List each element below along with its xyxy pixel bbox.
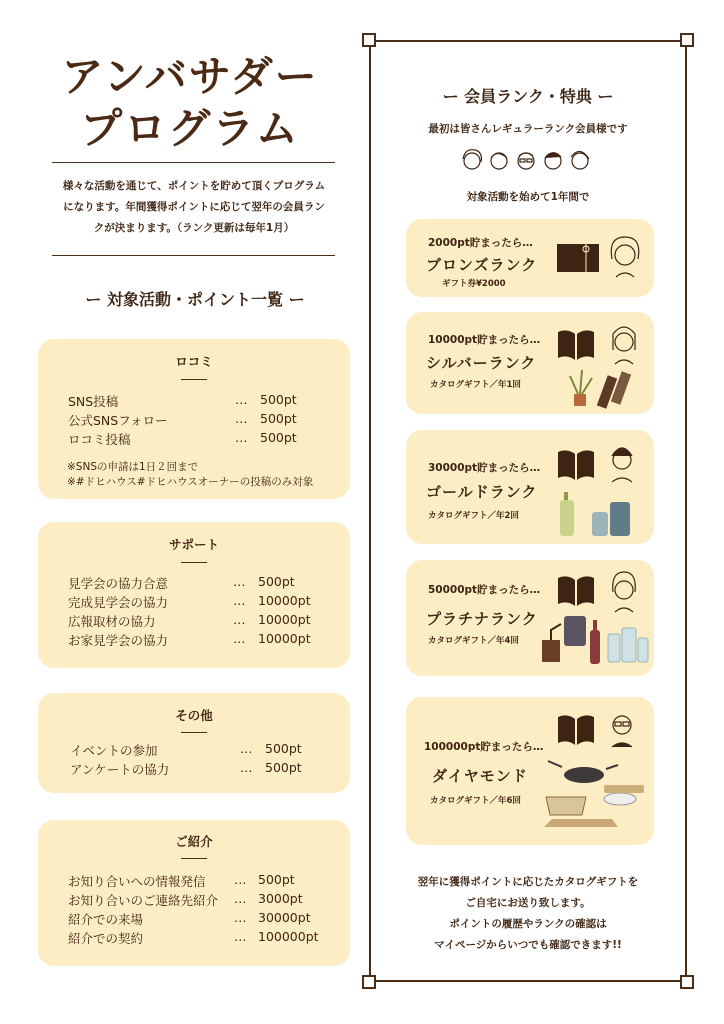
activity-points: 30000pt	[258, 910, 311, 925]
bottles-and-candles-illustration	[554, 486, 644, 540]
rank-name: シルバーランク	[426, 354, 537, 372]
woman-face-icon	[606, 568, 642, 614]
rank-condition: 2000pt貯まったら…	[428, 237, 533, 249]
activity-label: お知り合いのご連絡先紹介	[68, 893, 219, 908]
leader-dots: …	[234, 891, 247, 906]
rank-condition: 100000pt貯まったら…	[424, 741, 544, 753]
rank-gift: カタログギフト／年4回	[428, 636, 519, 646]
activity-row	[68, 593, 338, 612]
rank-gift: カタログギフト／年2回	[428, 511, 519, 521]
leader-dots: …	[235, 392, 248, 407]
activity-row	[70, 760, 340, 779]
activity-points: 500pt	[260, 411, 297, 426]
activity-label: お知り合いへの情報発信	[68, 874, 206, 889]
activity-label: 紹介での来場	[68, 912, 144, 927]
leader-dots: …	[234, 910, 247, 925]
ranks-period: 対象活動を始めて1年間で	[466, 191, 590, 203]
ranks-subheading: 最初は皆さんレギュラーランク会員様です	[428, 123, 628, 135]
activity-row	[68, 612, 338, 631]
activity-row	[68, 574, 338, 593]
footer-line: ご自宅にお送り致します。	[465, 897, 591, 909]
footer-line: マイページからいつでも確認できます!!	[434, 939, 622, 951]
card-title-rule	[181, 379, 207, 380]
book-icon	[556, 448, 596, 482]
card-title: ロコミ	[175, 354, 213, 369]
rank-card-bronze	[406, 219, 654, 297]
activity-points: 500pt	[258, 872, 295, 887]
frame-corner	[680, 33, 694, 47]
activity-label: 公式SNSフォロー	[68, 413, 168, 428]
ranks-heading: ー 会員ランク・特典 ー	[442, 87, 614, 106]
rank-gift: カタログギフト／年1回	[430, 380, 521, 390]
card-title-rule	[181, 562, 207, 563]
leader-dots: …	[240, 760, 253, 775]
card-support	[38, 522, 350, 668]
note-hashtag: ※#ドヒハウス#ドヒハウスオーナーの投稿のみ対象	[67, 476, 314, 488]
rank-name: ダイヤモンド	[432, 767, 528, 785]
activity-row	[68, 891, 348, 910]
rank-card-silver	[406, 312, 654, 414]
book-icon	[556, 328, 596, 362]
page-title-line2: プログラム	[80, 104, 300, 153]
activity-row	[70, 741, 340, 760]
rank-name: ゴールドランク	[426, 483, 538, 501]
activity-points: 500pt	[265, 760, 302, 775]
activity-points: 3000pt	[258, 891, 303, 906]
woman-face-icon	[606, 233, 644, 279]
card-title-rule	[181, 858, 207, 859]
card-title: ご紹介	[175, 834, 213, 849]
activity-points: 500pt	[260, 392, 297, 407]
rank-condition: 50000pt貯まったら…	[428, 584, 541, 596]
woman-face-icon	[606, 320, 642, 366]
book-icon	[556, 713, 596, 747]
activity-label: お家見学会の協力	[68, 633, 169, 648]
activity-points: 500pt	[260, 430, 297, 445]
frame-corner	[362, 975, 376, 989]
activity-points: 10000pt	[258, 612, 311, 627]
activity-row	[68, 872, 348, 891]
leader-dots: …	[234, 872, 247, 887]
rank-gift: ギフト券¥2000	[442, 279, 506, 289]
activity-label: 広報取材の協力	[68, 614, 156, 629]
intro-text	[46, 176, 342, 239]
activity-points: 10000pt	[258, 631, 311, 646]
card-title: サポート	[168, 537, 219, 552]
activity-points: 100000pt	[258, 929, 319, 944]
intro-line: クが決まります。（ランク更新は毎年1月）	[93, 222, 295, 234]
activity-row	[68, 430, 338, 449]
leader-dots: …	[234, 929, 247, 944]
card-referral	[38, 820, 350, 966]
rank-condition: 30000pt貯まったら…	[428, 462, 541, 474]
leader-dots: …	[233, 574, 246, 589]
activity-label: アンケートの協力	[70, 762, 170, 777]
card-kuchikomi	[38, 339, 350, 499]
activity-label: ロコミ投稿	[68, 432, 131, 447]
intro-line: になります。年間獲得ポイントに応じて翌年の会員ラン	[63, 201, 325, 213]
activity-label: イベントの参加	[70, 743, 158, 758]
book-icon	[556, 574, 596, 608]
gift-card-icon	[556, 243, 600, 273]
ranks-footer-text	[372, 872, 684, 956]
rank-card-gold	[406, 430, 654, 544]
card-title: その他	[175, 708, 213, 723]
leader-dots: …	[235, 430, 248, 445]
footer-line: ポイントの履歴やランクの確認は	[449, 918, 607, 930]
leader-dots: …	[240, 741, 253, 756]
activity-label: SNS投稿	[68, 394, 119, 409]
activity-label: 完成見学会の協力	[68, 595, 169, 610]
leader-dots: …	[233, 631, 246, 646]
divider-bottom	[52, 255, 335, 256]
activity-row	[68, 929, 348, 948]
leader-dots: …	[233, 593, 246, 608]
activity-row	[68, 631, 338, 650]
leader-dots: …	[235, 411, 248, 426]
activity-row	[68, 392, 338, 411]
divider-top	[52, 162, 335, 163]
footer-line: 翌年に獲得ポイントに応じたカタログギフトを	[417, 876, 639, 888]
man-face-icon	[604, 438, 640, 484]
rank-name: プラチナランク	[426, 610, 538, 628]
activity-label: 紹介での契約	[68, 931, 144, 946]
rank-card-platinum	[406, 560, 654, 676]
card-title-rule	[181, 732, 207, 733]
page-title-line1: アンバサダー	[61, 52, 319, 101]
cookware-and-basket-illustration	[540, 757, 652, 833]
activity-row	[68, 910, 348, 929]
leader-dots: …	[233, 612, 246, 627]
activities-heading: ー 対象活動・ポイント一覧 ー	[85, 290, 305, 309]
rank-card-diamond	[406, 697, 654, 845]
activity-points: 500pt	[265, 741, 302, 756]
elderly-face-icon	[604, 703, 640, 749]
activity-label: 見学会の協力合意	[68, 576, 169, 591]
activity-points: 500pt	[258, 574, 295, 589]
card-other	[38, 693, 350, 793]
rank-name: ブロンズランク	[426, 256, 538, 274]
frame-corner	[680, 975, 694, 989]
rank-gift: カタログギフト／年6回	[430, 796, 521, 806]
intro-line: 様々な活動を通じて、ポイントを貯めて頂くプログラム	[62, 180, 326, 192]
note-sns-limit: ※SNSの申請は1日２回まで	[67, 461, 199, 473]
rank-condition: 10000pt貯まったら…	[428, 334, 541, 346]
members-faces-illustration	[458, 144, 598, 178]
plant-and-gifts-illustration	[566, 364, 642, 410]
activity-points: 10000pt	[258, 593, 311, 608]
frame-corner	[362, 33, 376, 47]
activity-row	[68, 411, 338, 430]
coffee-mill-and-wine-illustration	[536, 610, 652, 666]
